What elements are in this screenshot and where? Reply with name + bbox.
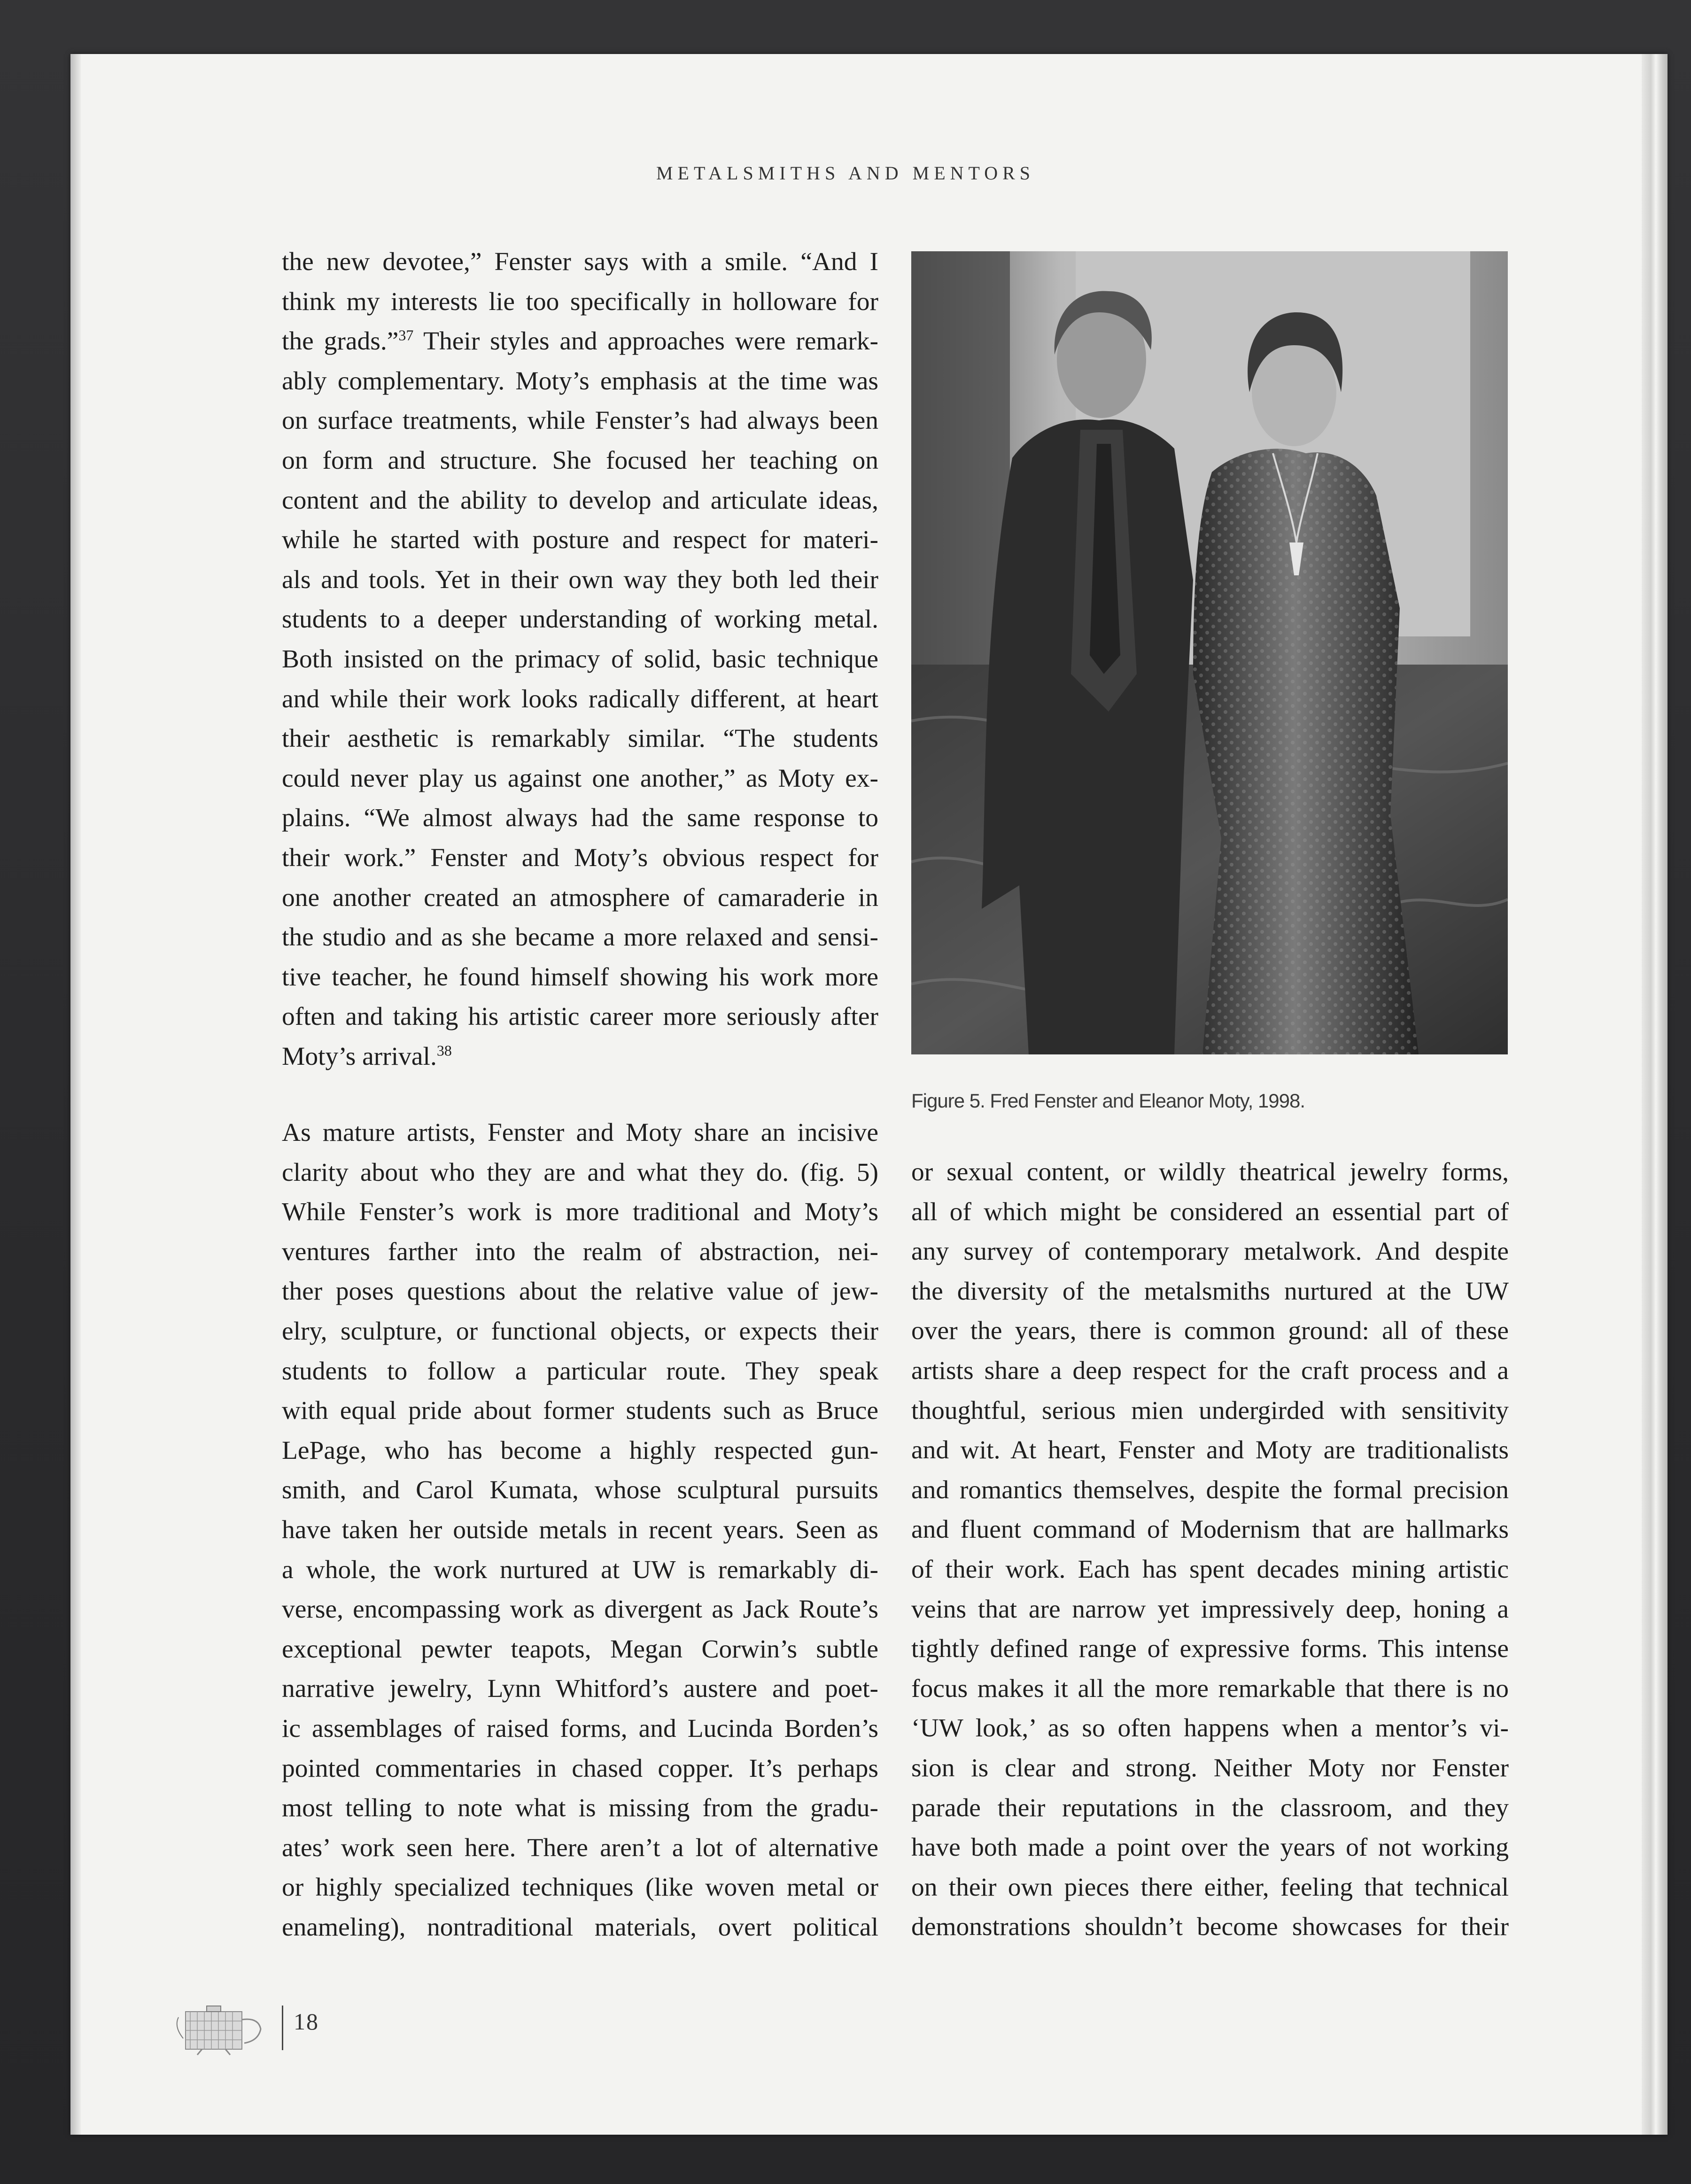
teapot-logo-icon — [169, 2003, 268, 2057]
text-line: ic assemblages of raised forms, and Lucinda Borden’s — [282, 1714, 878, 1743]
text-line: the diversity of the metalsmiths nurtured at the UW — [911, 1277, 1509, 1306]
photo-illustration — [911, 251, 1508, 1054]
line-start: Moty’s arrival. — [282, 1042, 437, 1071]
right-column-paragraph — [911, 1153, 1509, 1947]
page-edge-stack — [1642, 54, 1668, 2135]
text-line: While Fenster’s work is more traditional and Moty’s — [282, 1198, 878, 1227]
text-line: while he started with posture and respect for materi- — [282, 526, 878, 555]
text-line: thoughtful, serious mien undergirded with sensitivity — [911, 1396, 1509, 1425]
text-line: plains. “We almost always had the same response to — [282, 804, 878, 833]
footnote-ref-38: 38 — [436, 1042, 452, 1059]
text-line: and wit. At heart, Fenster and Moty are traditionalists — [911, 1436, 1509, 1465]
text-line: Both insisted on the primacy of solid, basic technique — [282, 644, 878, 674]
text-line: als and tools. Yet in their own way they both led their — [282, 565, 878, 594]
text-line: on surface treatments, while Fenster’s had always been — [282, 406, 878, 435]
footer-divider — [282, 2006, 283, 2050]
text-line: and while their work looks radically different, at heart — [282, 684, 878, 713]
text-line: and romantics themselves, despite the formal precision — [911, 1475, 1509, 1504]
text-line: parade their reputations in the classroom, and they — [911, 1793, 1509, 1822]
text-line: the studio and as she became a more relaxed and sensi- — [282, 923, 878, 952]
text-line: ‘UW look,’ as so often happens when a mentor’s vi- — [911, 1714, 1509, 1743]
text-line: verse, encompassing work as divergent as Jack Route’s — [282, 1595, 878, 1624]
text-line: ventures farther into the realm of abstraction, nei- — [282, 1237, 878, 1266]
figure-5-photo — [911, 251, 1508, 1054]
text-line: LePage, who has become a highly respected gun- — [282, 1436, 878, 1465]
text-line: of their work. Each has spent decades mining artistic — [911, 1555, 1509, 1584]
text-line: or sexual content, or wildly theatrical jewelry forms, — [911, 1158, 1509, 1186]
text-line: elry, sculpture, or functional objects, or expects their — [282, 1317, 878, 1346]
text-line: any survey of contemporary metalwork. And despite — [911, 1237, 1509, 1266]
text-line: have taken her outside metals in recent years. Seen as — [282, 1515, 878, 1544]
text-line: ates’ work seen here. There aren’t a lot of alternative — [282, 1833, 878, 1862]
text-line: focus makes it all the more remarkable that there is no — [911, 1674, 1509, 1703]
text-line: have both made a point over the years of not working — [911, 1833, 1509, 1862]
text-line — [282, 322, 878, 362]
text-line: smith, and Carol Kumata, whose sculptural pursuits — [282, 1476, 878, 1505]
text-line: enameling), nontraditional materials, overt political — [282, 1913, 878, 1942]
running-head: METALSMITHS AND MENTORS — [656, 163, 1035, 184]
text-line: tive teacher, he found himself showing his work more — [282, 962, 878, 991]
page-number: 18 — [294, 2008, 319, 2035]
text-line: the new devotee,” Fenster says with a smile. “And I — [282, 248, 878, 276]
text-line: As mature artists, Fenster and Moty share an incisive — [282, 1118, 878, 1147]
text-line: often and taking his artistic career more seriously after — [282, 1002, 878, 1031]
text-line: and fluent command of Modernism that are hallmarks — [911, 1515, 1509, 1544]
text-line — [282, 1037, 878, 1077]
text-line: or highly specialized techniques (like woven metal or — [282, 1873, 878, 1902]
text-line: on form and structure. She focused her teaching on — [282, 446, 878, 475]
text-line: could never play us against one another,” as Moty ex- — [282, 764, 878, 793]
text-line: one another created an atmosphere of camaraderie in — [282, 883, 878, 912]
text-line: ably complementary. Moty’s emphasis at the time was — [282, 366, 878, 395]
footnote-ref-37: 37 — [398, 326, 414, 344]
text-line: pointed commentaries in chased copper. It’s perhaps — [282, 1754, 878, 1783]
text-line: tightly defined range of expressive forms. This intense — [911, 1634, 1509, 1664]
text-line: veins that are narrow yet impressively deep, honing a — [911, 1595, 1509, 1624]
text-line: over the years, there is common ground: all of these — [911, 1317, 1509, 1346]
text-line: sion is clear and strong. Neither Moty nor Fenster — [911, 1753, 1509, 1782]
text-line: students to follow a particular route. They speak — [282, 1356, 878, 1386]
text-line: a whole, the work nurtured at UW is remarkably di- — [282, 1555, 878, 1584]
left-column-bottom-paragraph — [282, 1113, 878, 1947]
text-line: most telling to note what is missing from the gradu- — [282, 1794, 878, 1823]
left-column-top-paragraph — [282, 242, 878, 1077]
figure-caption: Figure 5. Fred Fenster and Eleanor Moty, 1998. — [911, 1090, 1305, 1112]
text-line: students to a deeper understanding of working metal. — [282, 605, 878, 634]
text-line: their work.” Fenster and Moty’s obvious respect for — [282, 843, 878, 872]
page-spine-shadow — [70, 54, 81, 2135]
text-line: with equal pride about former students such as Bruce — [282, 1396, 878, 1425]
text-line: their aesthetic is remarkably similar. “The students — [282, 724, 878, 753]
text-line: exceptional pewter teapots, Megan Corwin’s subtle — [282, 1634, 878, 1664]
text-line: think my interests lie too specifically in holloware for — [282, 287, 878, 316]
line-start: the grads.” — [282, 327, 399, 356]
photo-woman-dress-texture — [1193, 449, 1419, 1054]
line-rest: Their styles and approaches were remark- — [413, 327, 878, 356]
text-line: demonstrations shouldn’t become showcases for their — [911, 1913, 1509, 1942]
text-line: artists share a deep respect for the craft process and a — [911, 1356, 1509, 1385]
text-line: on their own pieces there either, feeling that technical — [911, 1873, 1509, 1902]
text-line: all of which might be considered an essential part of — [911, 1197, 1509, 1226]
text-line: clarity about who they are and what they do. (fig. 5) — [282, 1158, 878, 1187]
text-line: narrative jewelry, Lynn Whitford’s austere and poet- — [282, 1674, 878, 1704]
text-line: content and the ability to develop and articulate ideas, — [282, 486, 878, 515]
text-line: ther poses questions about the relative value of jew- — [282, 1277, 878, 1306]
